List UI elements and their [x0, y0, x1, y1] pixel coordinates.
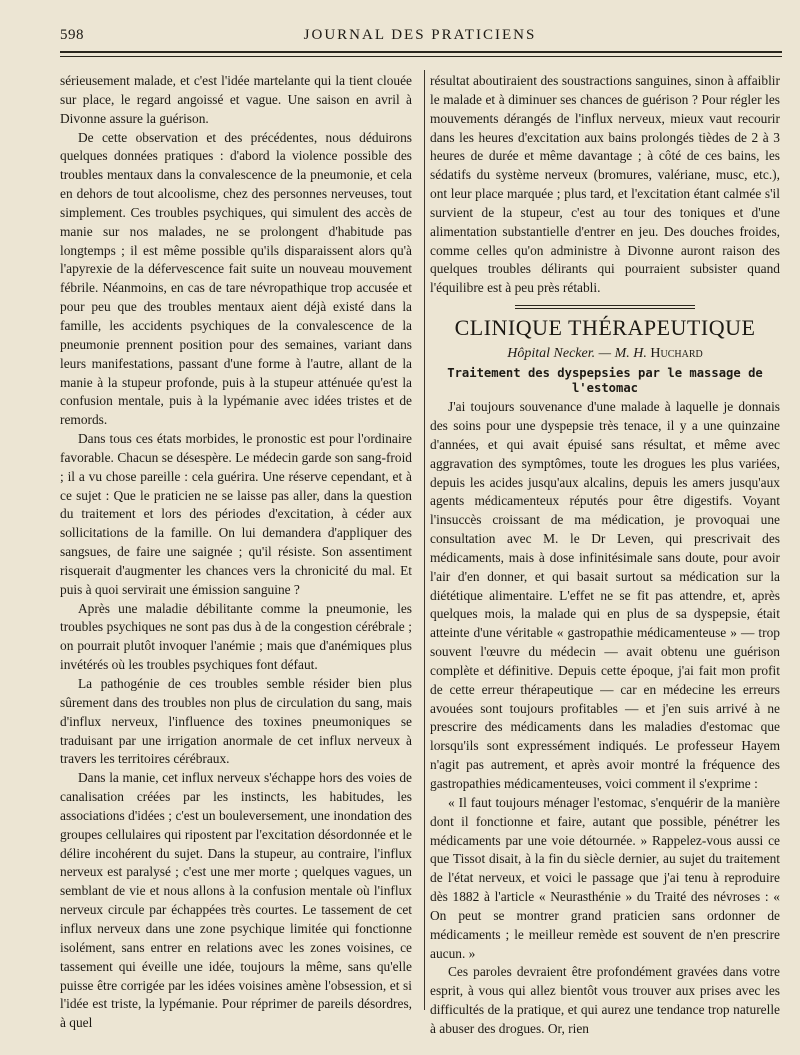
header-rule-thin	[60, 56, 782, 57]
left-paragraph-4: Après une maladie débilitante comme la pneumonie, les troubles psychiques ne sont pas dus à de la congestion cérébrale ; on pourrait plutôt invoquer l'anémie ; mais que d'anémiques plus invétérés où les troubles psychiques font défaut.	[60, 600, 412, 673]
byline-dash: — M. H.	[595, 346, 651, 362]
journal-title: JOURNAL DES PRATICIENS	[303, 27, 537, 43]
left-column	[60, 72, 412, 1033]
right-continuation-paragraph: résultat aboutiraient des soustractions sanguines, sinon à affaiblir le malade et à diminuer ses chances de guérison ? Pour régler les mouvements dérangés de l'influx nerveux, mieux vaut recourir dans les heures d'excitation aux bains prolongés tièdes de 2 à 3 heures de durée et même davantage ; à côté de ces bains, les sédatifs du système nerveux (bromures, valériane, musc, etc.), ont leur place marquée ; plus tard, et l'excitation étant calmée s'il survient de la stupeur, c'est au tour des toniques et d'une alimentation substantielle d'entrer en jeu. Des douches froides, comme celles qu'on administre à Divonne auront raison des quelques troubles délirants qui pourraient subsister quand l'équilibre est à peu près rétabli.	[430, 73, 780, 296]
left-paragraph-3: Dans tous ces états morbides, le pronostic est pour l'ordinaire favorable. Chacun se désespère. Le médecin garde son sang-froid ; il a vu chose pareille : cela guérira. Une réserve cependant, et à ce sujet : Que le praticien ne se laisse pas aller, dans la question du traitement et lors des périodes d'excitation, à céder aux sollicitations de la famille. On lui demandera d'appliquer des sangsues, de faire une saignée ; qu'il résiste. Son assentiment risquerait d'augmenter les chances vers la chronicité du mal. Et puis à quoi servirait une émission sanguine ?	[60, 431, 412, 597]
right-paragraph-1: J'ai toujours souvenance d'une malade à laquelle je donnais des soins pour une dyspepsie très tenace, il y a une quinzaine d'années, et qui avait épuisé sans résultat, et même avec aggravation des symptômes, toute les drogues les plus variées, depuis les acides jusqu'aux alcalins, depuis les amers jusqu'aux agents médicamenteux réputés pour être digestifs. Voyant l'insuccès croissant de ma médication, je provoquai une consultation avec M. le Dr Leven, qui prescrivait des médicaments, mais à dose infinitésimale sans doute, pour avoir l'air d'en donner, et qui basait surtout sa médication sur la diététique alimentaire. L'effet ne se fit pas attendre, et, après quelques mois, la malade qui en plus de sa dyspepsie, était atteinte d'une véritable « gastropathie médicamenteuse » — trop souvent l'œuvre du médecin — avait obtenu une guérison complète et définitive. Depuis cette époque, j'ai fait mon profit de cette erreur thérapeutique — car en médecine les erreurs avouées sont toujours profitables — et j'en suis arrivé à ne prescrire des médicaments dans les maladies d'estomac que lorsqu'ils sont expressément indiqués. Le professeur Hayem n'agit pas autrement, et après avoir montré la fréquence des gastropathies médicamenteuses, voici comment il s'exprime :	[430, 399, 780, 791]
column-divider	[424, 70, 425, 1010]
page-number: 598	[60, 27, 84, 43]
header-rule	[60, 51, 782, 53]
section-title: CLINIQUE THÉRAPEUTIQUE	[454, 315, 756, 341]
left-paragraph-6: Dans la manie, cet influx nerveux s'échappe hors des voies de canalisation créées par les instincts, les habitudes, les associations d'idées ; c'est un bouleversement, une inondation des groupes cellulaires qui ripostent par l'excitation désordonnée et le délire incohérent du sujet. Dans la stupeur, au contraire, l'influx nerveux est paralysé ; c'est une mer morte ; quelques vagues, un semblant de vie et nous allons à la confusion mentale où l'influx nerveux circule par échappées très courtes. Le tassement de cet influx nerveux dans une zone psychique limitée qui fonctionne isolément, sans entrer en relations avec les zones voisines, ce tassement qui éveille une idée, toujours la même, sans qu'elle puisse être corrigée par les idées voisines amène l'obsession, et si l'idée est triste, la lypémanie. Pour réprimer de pareils désordres, à quel	[60, 770, 412, 1031]
article-byline	[430, 344, 780, 364]
right-paragraph-3: Ces paroles devraient être profondément gravées dans votre esprit, à vous qui allez bientôt vous trouver aux prises avec les difficultés de la pratique, et qui aurez une tendance trop naturelle à abuser des drogues. Or, rien	[430, 964, 780, 1036]
right-paragraph-2: « Il faut toujours ménager l'estomac, s'enquérir de la manière dont il fonctionne et faire, autant que possible, pénétrer les médicaments par une voie détournée. » Rappelez-vous aussi ce que Tissot disait, à la fin du siècle dernier, au sujet du traitement de l'état nerveux, et voici le passage que j'ai tenu à reproduire dès 1882 à l'article « Neurasthénie » du Traité des névroses : « On peut se montrer grand praticien sans ordonner de médicaments ; le meilleur remède est souvent de n'en prescrire aucun. »	[430, 794, 780, 961]
article-subheading: Traitement des dyspepsies par le massage de l'estomac	[447, 366, 763, 396]
byline-place: Hôpital Necker.	[507, 346, 596, 362]
left-paragraph-1: sérieusement malade, et c'est l'idée martelante qui la tient clouée sur place, le regard angoissé et vague. Une saison en avril à Divonne assure la guérison.	[60, 73, 412, 126]
right-column	[430, 72, 780, 1039]
running-header	[60, 27, 780, 49]
left-paragraph-5: La pathogénie de ces troubles semble résider bien plus sûrement dans des troubles non plus de circulation du sang, mais d'influx nerveux, l'influence des toxines pneumoniques se traduisant par une irrigation anormale de cet influx nerveux à travers les territoires cérébraux.	[60, 676, 412, 767]
left-paragraph-2: De cette observation et des précédentes, nous déduirons quelques données pratiques : d'abord la violence possible des troubles mentaux dans la convalescence de la pneumonie, et cela en dehors de tout alcoolisme, chez des personnes nerveuses, tout simplement. Ces troubles psychiques, qui simulent des accès de manie sur nos malades, ne se prolongent d'habitude pas longtemps ; il est même possible qu'ils disparaissent alors qu'à l'apyrexie de la défervescence fait suite un nouveau mouvement fébrile. Néanmoins, en cas de tare névropathique trop accusée et pour peu que des troubles mentaux aient déjà existé dans la famille, les accidents psychiques de la convalescence de la pneumonie prennent position pour des semaines, variant dans leurs manifestations, passant d'une forme à l'autre, allant de la manie à la stupeur profonde, puis à la stupeur atténuée qu'est la confusion mentale, puis à la lypémanie avec idées tristes et de remords.	[60, 129, 412, 428]
byline-author: Huchard	[650, 346, 703, 362]
section-separator	[515, 305, 695, 309]
